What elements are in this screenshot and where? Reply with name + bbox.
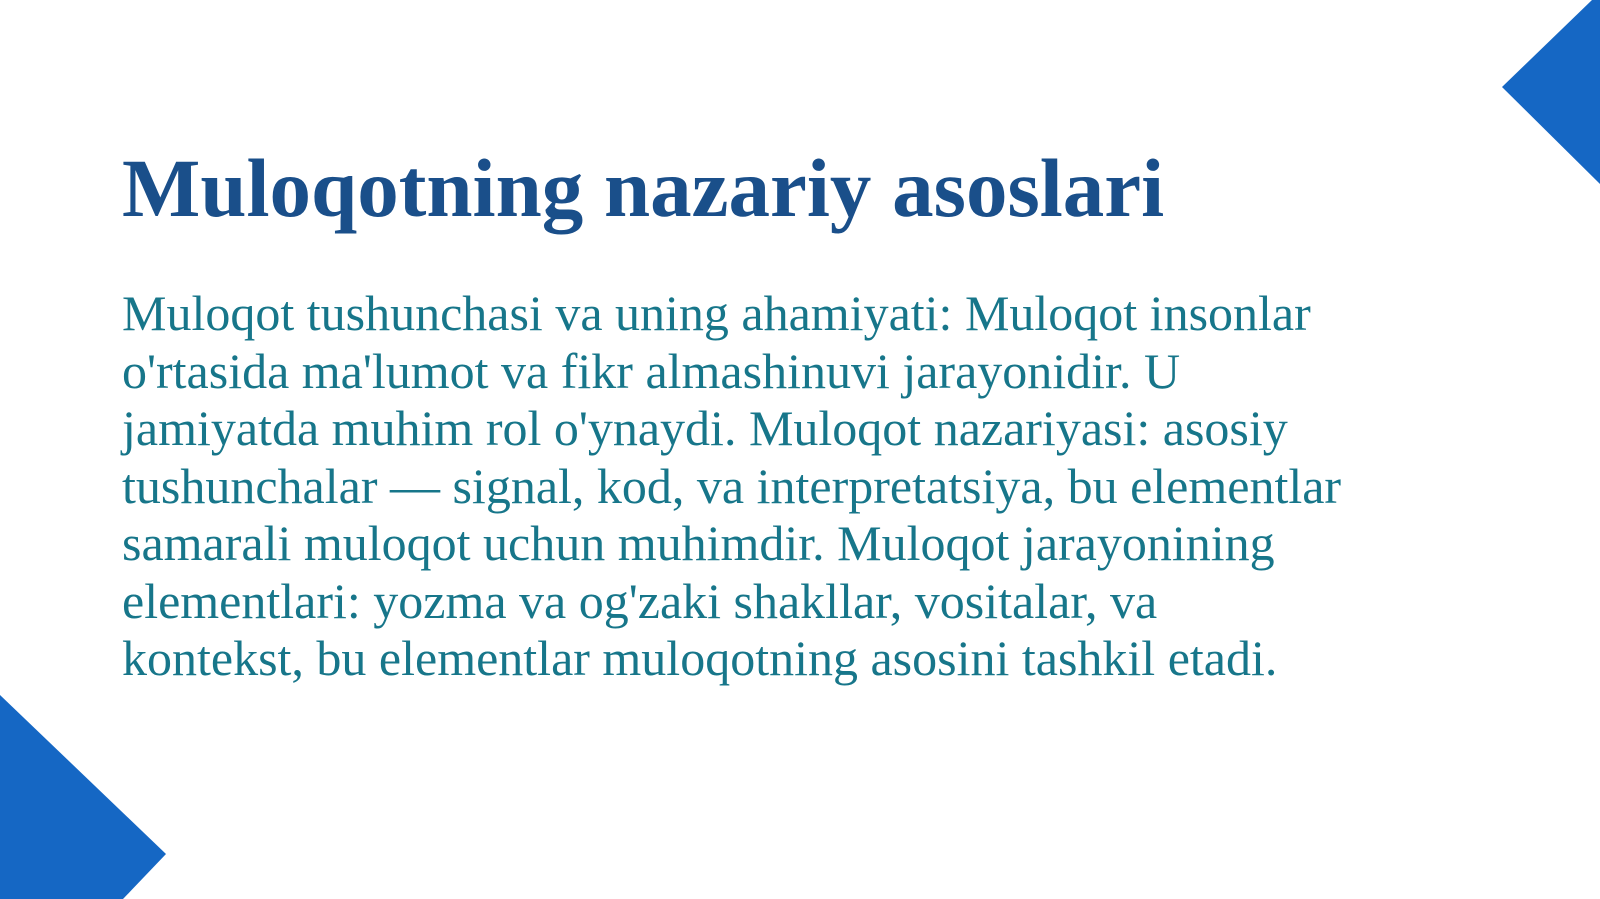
slide-title: Muloqotning nazariy asoslari: [122, 142, 1165, 234]
bottom-left-corner-decoration: [0, 695, 166, 899]
bottom-left-triangle: [0, 695, 166, 899]
slide-body-text: Muloqot tushunchasi va uning ahamiyati: Muloqot insonlar o'rtasida ma'lumot va fikr almashinuvi jarayonidir. U jamiyatda muhim rol o'ynaydi. Muloqot nazariyasi: asosiy tushunchalar — signal, kod, va interpretatsiya, bu elementlar samarali muloqot uchun muhimdir. Muloqot jarayonining elementlari: yozma va og'zaki shakllar, vositalar, va kontekst, bu elementlar muloqotning asosini tashkil etadi.: [122, 285, 1342, 686]
top-right-corner-decoration: [1500, 0, 1600, 184]
top-right-triangle: [1502, 0, 1600, 184]
